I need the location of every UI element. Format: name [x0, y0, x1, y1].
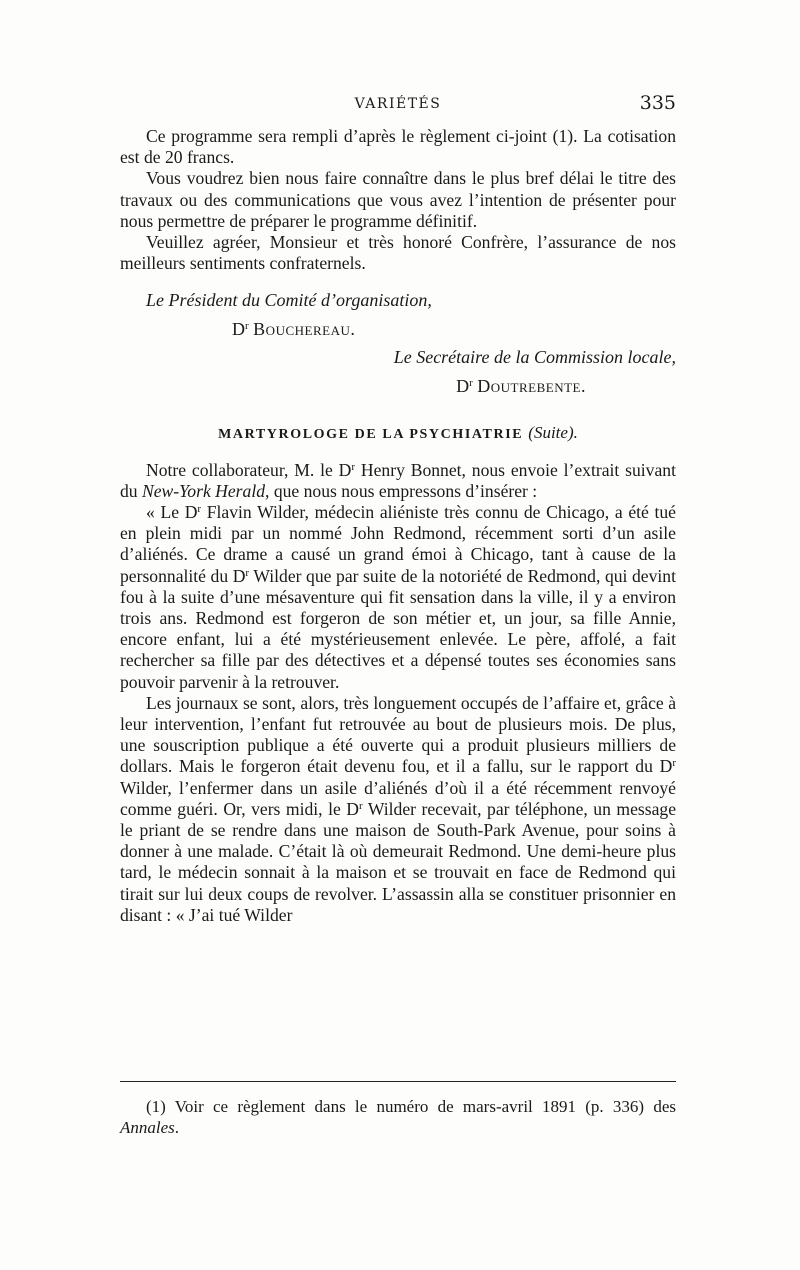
- article-quote-paragraph-1: [120, 502, 676, 693]
- quote2-sup-1: r: [672, 757, 676, 770]
- article-quote-paragraph-2: [120, 693, 676, 926]
- secretary-signature: [120, 372, 676, 401]
- president-name: Bouchereau.: [253, 318, 356, 339]
- secretary-prefix: D: [456, 375, 470, 396]
- section-title-text: MARTYROLOGE DE LA PSYCHIATRIE: [218, 427, 524, 443]
- article-intro-text-c: , que nous nous empressons d’insérer :: [265, 480, 538, 501]
- secretary-title: Le Secrétaire de la Commission locale,: [393, 347, 676, 368]
- page-header: [120, 92, 676, 118]
- quote2-sup-2: r: [358, 799, 363, 812]
- article-intro-text-b: Henry Bonnet, nous envoie l’extrait suivant du: [120, 459, 676, 501]
- quote1-text-b: Flavin Wilder, médecin aliéniste très connu de Chicago, a été tué en plein midi par un nommé John Redmond, récemment sorti d’un asile d’aliénés. Ce drame a causé un grand émoi à Chicago, tant à cause de la personnalité du D: [120, 502, 676, 586]
- president-sup: r: [245, 319, 249, 332]
- running-head: VARIÉTÉS: [354, 96, 442, 112]
- footnote-text: (1) Voir ce règlement dans le numéro de mars-avril 1891 (p. 336) des: [146, 1097, 676, 1116]
- secretary-name: Doutrebente.: [477, 375, 586, 396]
- page-number: 335: [639, 92, 676, 114]
- president-title: Le Président du Comité d’organisation,: [146, 290, 432, 311]
- footnote: [120, 1096, 676, 1138]
- signature-block: [120, 286, 676, 400]
- quote2-text-b: Wilder, l’enfermer dans un asile d’aliénés d’où il a été récemment renvoyé comme guéri. Or, vers midi, le D: [120, 777, 676, 819]
- quote1-sup-1: r: [197, 503, 202, 516]
- paragraph-program: Ce programme sera rempli d’après le règlement ci-joint (1). La cotisation est de 20 francs.: [120, 126, 676, 168]
- body-text: [120, 126, 676, 926]
- quote2-text-c: Wilder recevait, par téléphone, un message le priant de se rendre dans une maison de South-Park Avenue, pour soins à donner à une malade. C’était là où demeurait Redmond. Une demi-heure plus tard, le médecin sonnait à la maison et se trouvait en face de Redmond qui tirait sur lui deux coups de revolver. L’assassin alla se constituer prisonnier en disant : « J’ai tué Wilder: [120, 798, 677, 925]
- quote2-text-a: Les journaux se sont, alors, très longuement occupés de l’affaire et, grâce à leur intervention, l’enfant fut retrouvée au bout de plusieurs mois. De plus, une souscription publique a été ouverte qui a produit plusieurs milliers de dollars. Mais le forgeron était devenu fou, et il a fallu, sur le rapport du D: [120, 692, 676, 777]
- president-signature: [120, 315, 676, 344]
- footnote-rule: [120, 1081, 676, 1082]
- section-suite: (Suite).: [528, 423, 578, 443]
- quote1-sup-2: r: [245, 566, 250, 579]
- footnote-journal: Annales: [120, 1118, 175, 1137]
- article-intro-sup: r: [351, 460, 356, 473]
- secretary-sup: r: [469, 376, 473, 389]
- paragraph-request: Vous voudrez bien nous faire connaître dans le plus bref délai le titre des travaux ou des communications que vous avez l’intention de présenter pour nous permettre de préparer le programme définitif.: [120, 168, 676, 231]
- president-prefix: D: [232, 318, 245, 339]
- paragraph-salutation: Veuillez agréer, Monsieur et très honoré Confrère, l’assurance de nos meilleurs sentiments confraternels.: [120, 232, 676, 274]
- newspaper-name: New-York Herald: [142, 480, 266, 501]
- footnote-end: .: [174, 1118, 180, 1137]
- article-intro-text-a: Notre collaborateur, M. le D: [146, 459, 352, 480]
- quote1-text-c: Wilder que par suite de la notoriété de Redmond, qui devint fou à la suite d’une mésaventure qui fit sensation dans la ville, il y a environ trois ans. Redmond est forgeron de son métier et, un jour, sa fille Annie, encore enfant, lui a été mystérieusement enlevée. Le père, affolé, a fait rechercher sa fille par des détectives et a dépensé toutes ses économies sans pouvoir parvenir à la retrouver.: [120, 565, 676, 692]
- footnote-paragraph: [120, 1096, 676, 1138]
- quote1-text-a: « Le D: [146, 502, 198, 523]
- section-title: [120, 422, 676, 445]
- article-intro: [120, 460, 676, 502]
